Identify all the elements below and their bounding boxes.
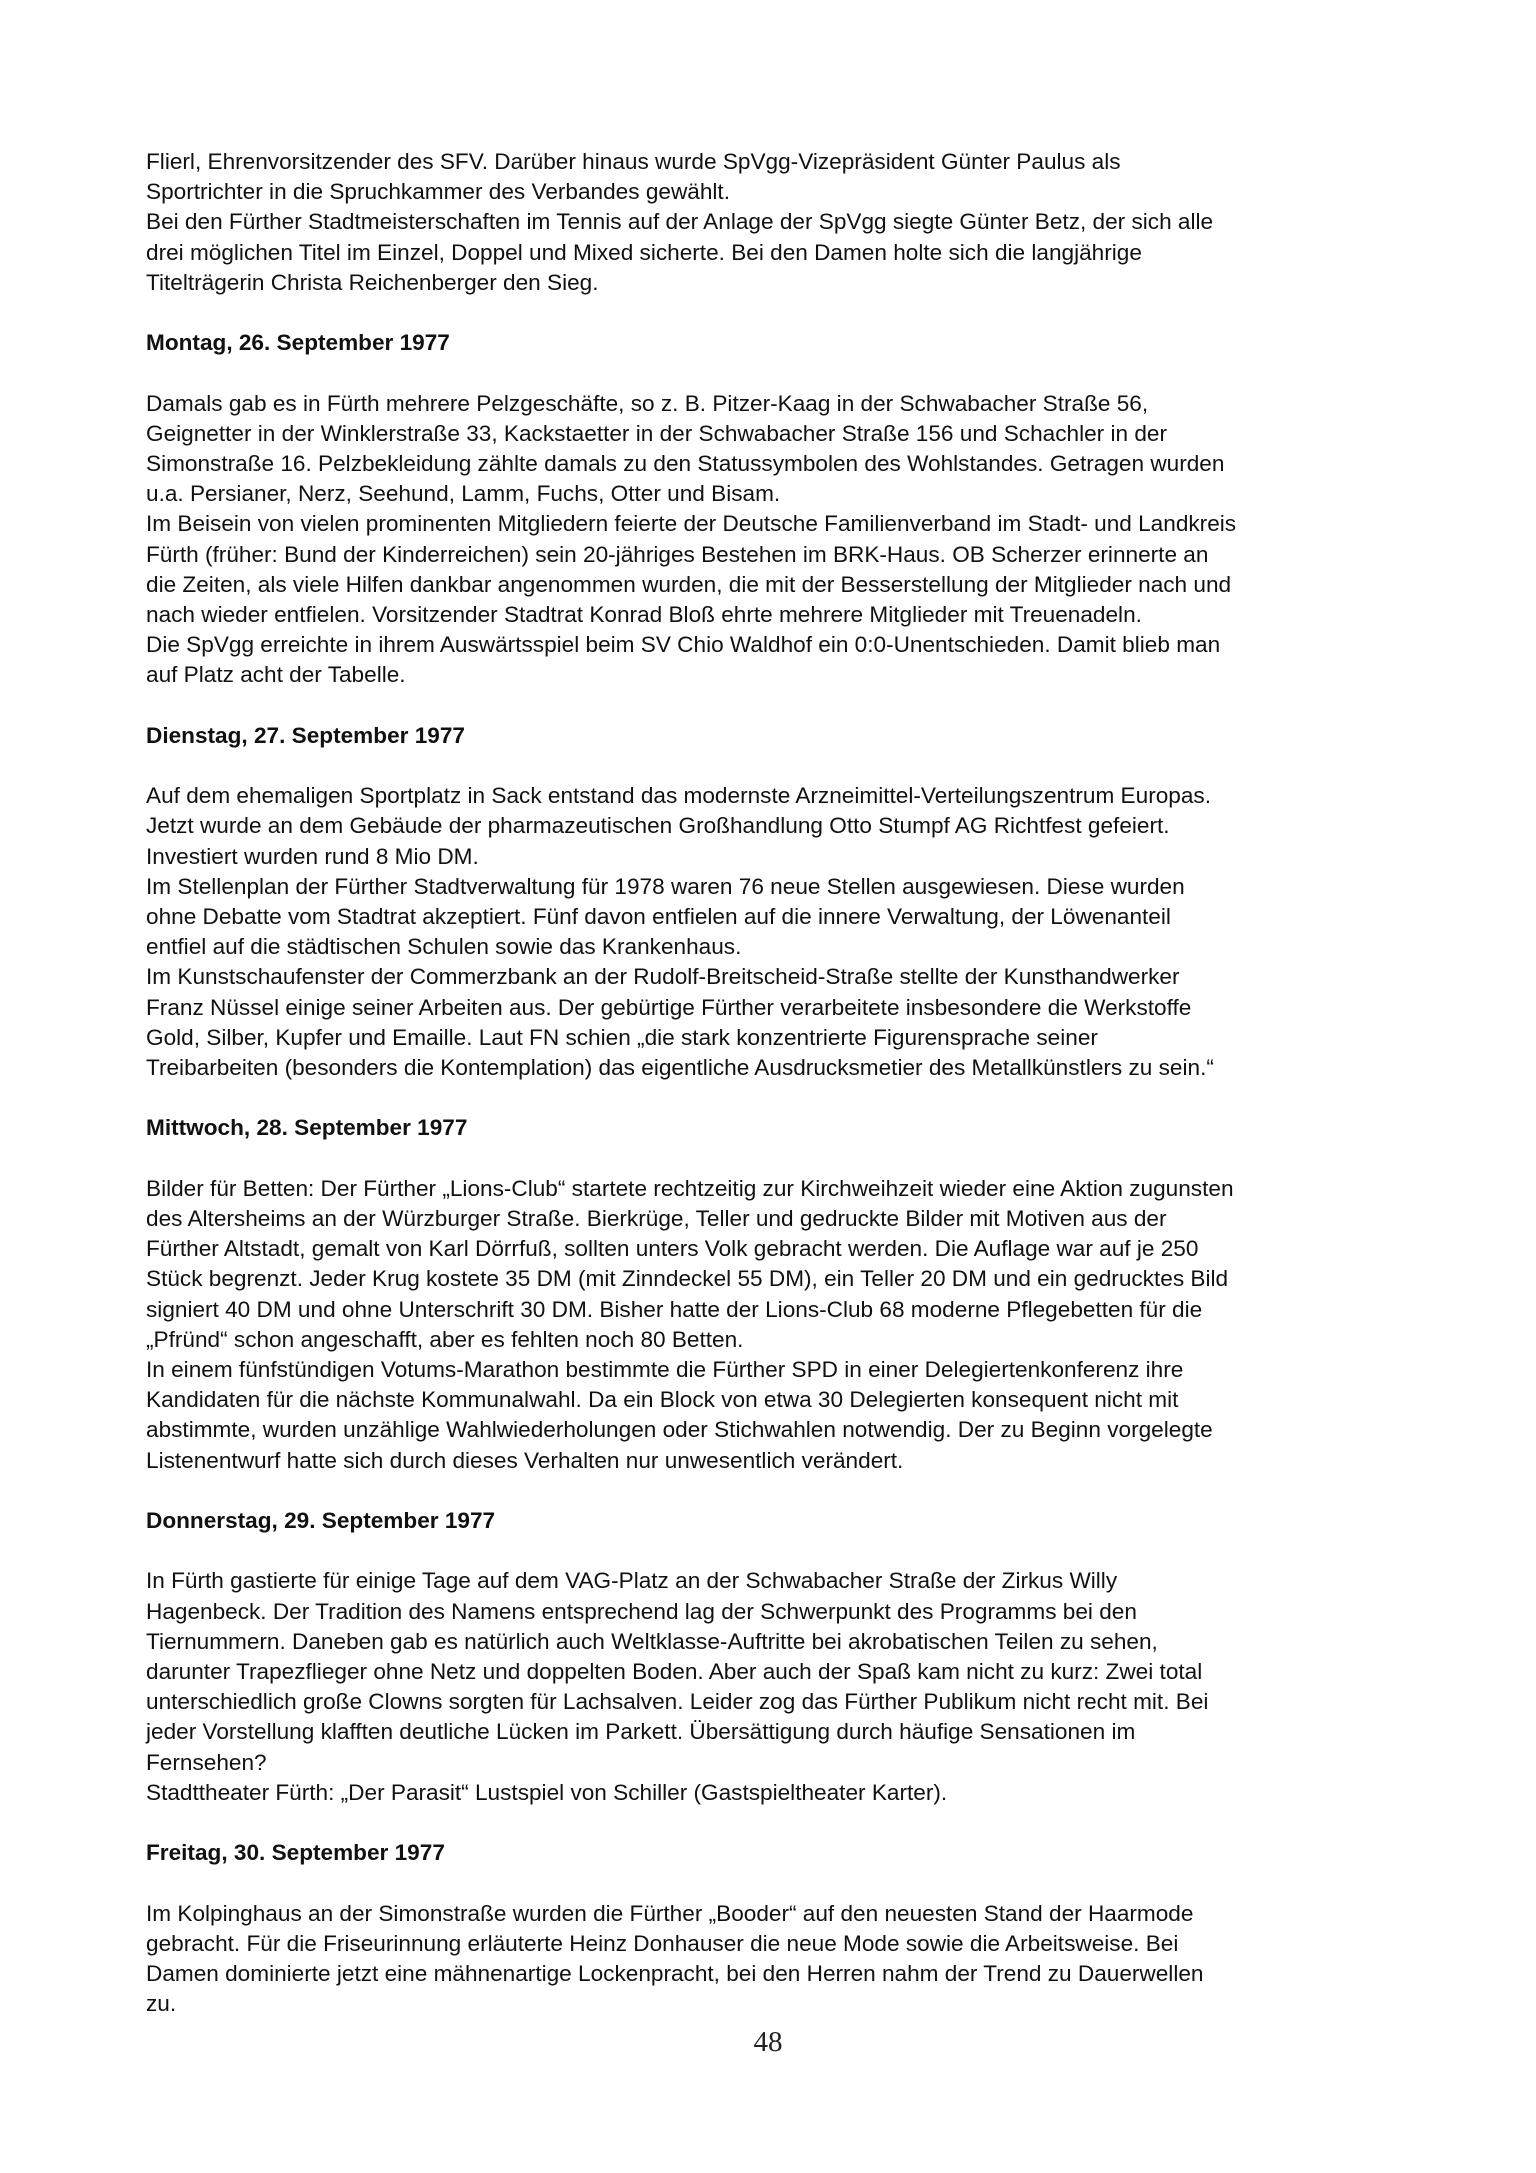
text-line: Bilder für Betten: Der Fürther „Lions-Club“ startete rechtzeitig zur Kirchweihzeit wieder eine Aktion zugunsten xyxy=(146,1175,1234,1201)
text-line: die Zeiten, als viele Hilfen dankbar angenommen wurden, die mit der Besserstellung der Mitglieder nach und xyxy=(146,571,1232,597)
text-line: Titelträgerin Christa Reichenberger den Sieg. xyxy=(146,269,599,295)
section-heading: Montag, 26. September 1977 xyxy=(146,330,450,356)
page-number: 48 xyxy=(753,2026,783,2058)
text-line: Franz Nüssel einige seiner Arbeiten aus. Der gebürtige Fürther verarbeitete insbesondere die Werkstoffe xyxy=(146,994,1192,1020)
text-line: Stadttheater Fürth: „Der Parasit“ Lustspiel von Schiller (Gastspieltheater Karter). xyxy=(146,1779,948,1805)
text-line: Bei den Fürther Stadtmeisterschaften im Tennis auf der Anlage der SpVgg siegte Günter Betz, der sich alle xyxy=(146,209,1214,235)
text-line: In einem fünfstündigen Votums-Marathon bestimmte die Fürther SPD in einer Delegiertenkonferenz ihre xyxy=(146,1357,1184,1383)
spacer xyxy=(146,1808,1406,1838)
text-line: Jetzt wurde an dem Gebäude der pharmazeutischen Großhandlung Otto Stumpf AG Richtfest gefeiert. xyxy=(146,813,1170,839)
text-line: des Altersheims an der Würzburger Straße. Bierkrüge, Teller und gedruckte Bilder mit Motiven aus der xyxy=(146,1206,1167,1232)
text-line: Im Kunstschaufenster der Commerzbank an der Rudolf-Breitscheid-Straße stellte der Kunsthandwerker xyxy=(146,964,1180,990)
page-body xyxy=(146,147,1406,2019)
spacer xyxy=(146,1083,1406,1113)
text-line: ohne Debatte vom Stadtrat akzeptiert. Fünf davon entfielen auf die innere Verwaltung, der Löwenanteil xyxy=(146,904,1171,930)
spacer xyxy=(146,1476,1406,1506)
text-line: In Fürth gastierte für einige Tage auf dem VAG-Platz an der Schwabacher Straße der Zirkus Willy xyxy=(146,1568,1118,1594)
text-line: Auf dem ehemaligen Sportplatz in Sack entstand das modernste Arzneimittel-Verteilungszentrum Europas. xyxy=(146,783,1211,809)
spacer xyxy=(146,1868,1406,1898)
section-monday xyxy=(146,328,1406,690)
text-line: Sportrichter in die Spruchkammer des Verbandes gewählt. xyxy=(146,179,730,205)
text-line: Die SpVgg erreichte in ihrem Auswärtsspiel beim SV Chio Waldhof ein 0:0-Unentschieden. Damit blieb man xyxy=(146,632,1221,658)
text-line: Fürther Altstadt, gemalt von Karl Dörrfuß, sollten unters Volk gebracht werden. Die Auflage war auf je 250 xyxy=(146,1236,1199,1262)
spacer xyxy=(146,358,1406,388)
text-line: abstimmte, wurden unzählige Wahlwiederholungen oder Stichwahlen notwendig. Der zu Beginn vorgelegte xyxy=(146,1417,1213,1443)
text-line: zu. xyxy=(146,1991,177,2017)
spacer xyxy=(146,1144,1406,1174)
text-line: entfiel auf die städtischen Schulen sowie das Krankenhaus. xyxy=(146,934,742,960)
text-line: Hagenbeck. Der Tradition des Namens entsprechend lag der Schwerpunkt des Programms bei den xyxy=(146,1598,1137,1624)
text-line: Im Stellenplan der Fürther Stadtverwaltung für 1978 waren 76 neue Stellen ausgewiesen. Diese wurden xyxy=(146,873,1185,899)
section-tuesday xyxy=(146,721,1406,1083)
text-line: darunter Trapezflieger ohne Netz und doppelten Boden. Aber auch der Spaß kam nicht zu kurz: Zwei total xyxy=(146,1659,1203,1685)
section-thursday xyxy=(146,1506,1406,1808)
text-line: Tiernummern. Daneben gab es natürlich auch Weltklasse-Auftritte bei akrobatischen Teilen zu sehen, xyxy=(146,1628,1158,1654)
text-line: jeder Vorstellung klafften deutliche Lücken im Parkett. Übersättigung durch häufige Sensationen im xyxy=(146,1719,1136,1745)
section-heading: Donnerstag, 29. September 1977 xyxy=(146,1508,496,1534)
text-line: u.a. Persianer, Nerz, Seehund, Lamm, Fuchs, Otter und Bisam. xyxy=(146,481,781,507)
intro-paragraph xyxy=(146,147,1406,298)
text-line: unterschiedlich große Clowns sorgten für Lachsalven. Leider zog das Fürther Publikum nicht recht mit. Bei xyxy=(146,1689,1209,1715)
text-line: „Pfründ“ schon angeschafft, aber es fehlten noch 80 Betten. xyxy=(146,1326,744,1352)
text-line: Fürth (früher: Bund der Kinderreichen) sein 20-jähriges Bestehen im BRK-Haus. OB Scherzer erinnerte an xyxy=(146,541,1209,567)
section-heading: Freitag, 30. September 1977 xyxy=(146,1840,445,1866)
text-line: Damals gab es in Fürth mehrere Pelzgeschäfte, so z. B. Pitzer-Kaag in der Schwabacher Straße 56, xyxy=(146,390,1149,416)
section-heading: Mittwoch, 28. September 1977 xyxy=(146,1115,468,1141)
text-line: Kandidaten für die nächste Kommunalwahl. Da ein Block von etwa 30 Delegierten konsequent nicht mit xyxy=(146,1387,1179,1413)
text-line: auf Platz acht der Tabelle. xyxy=(146,662,406,688)
spacer xyxy=(146,1536,1406,1566)
text-line: nach wieder entfielen. Vorsitzender Stadtrat Konrad Bloß ehrte mehrere Mitglieder mit Treuenadeln. xyxy=(146,602,1142,628)
text-line: Im Beisein von vielen prominenten Mitgliedern feierte der Deutsche Familienverband im Stadt- und Landkreis xyxy=(146,511,1237,537)
text-line: Listenentwurf hatte sich durch dieses Verhalten nur unwesentlich verändert. xyxy=(146,1447,904,1473)
text-line: gebracht. Für die Friseurinnung erläuterte Heinz Donhauser die neue Mode sowie die Arbeitsweise. Bei xyxy=(146,1930,1179,1956)
text-line: Fernsehen? xyxy=(146,1749,267,1775)
text-line: signiert 40 DM und ohne Unterschrift 30 DM. Bisher hatte der Lions-Club 68 moderne Pflegebetten für die xyxy=(146,1296,1203,1322)
section-wednesday xyxy=(146,1113,1406,1475)
spacer xyxy=(146,691,1406,721)
text-line: Simonstraße 16. Pelzbekleidung zählte damals zu den Statussymbolen des Wohlstandes. Getragen wurden xyxy=(146,451,1225,476)
text-line: Flierl, Ehrenvorsitzender des SFV. Darüber hinaus wurde SpVgg-Vizepräsident Günter Paulus als xyxy=(146,149,1121,174)
section-friday xyxy=(146,1838,1406,2019)
section-heading: Dienstag, 27. September 1977 xyxy=(146,722,465,748)
text-line: drei möglichen Titel im Einzel, Doppel und Mixed sicherte. Bei den Damen holte sich die langjährige xyxy=(146,239,1142,265)
spacer xyxy=(146,751,1406,781)
text-line: Geignetter in der Winklerstraße 33, Kackstaetter in der Schwabacher Straße 156 und Schachler in der xyxy=(146,420,1167,446)
text-line: Stück begrenzt. Jeder Krug kostete 35 DM (mit Zinndeckel 55 DM), ein Teller 20 DM und ein gedrucktes Bild xyxy=(146,1266,1229,1292)
text-line: Treibarbeiten (besonders die Kontemplation) das eigentliche Ausdrucksmetier des Metallkünstlers zu sein.“ xyxy=(146,1055,1214,1081)
text-line: Investiert wurden rund 8 Mio DM. xyxy=(146,843,479,869)
text-line: Gold, Silber, Kupfer und Emaille. Laut FN schien „die stark konzentrierte Figurensprache seiner xyxy=(146,1024,1098,1050)
spacer xyxy=(146,298,1406,328)
text-line: Damen dominierte jetzt eine mähnenartige Lockenpracht, bei den Herren nahm der Trend zu Dauerwellen xyxy=(146,1961,1204,1987)
text-line: Im Kolpinghaus an der Simonstraße wurden die Fürther „Booder“ auf den neuesten Stand der Haarmode xyxy=(146,1900,1194,1926)
